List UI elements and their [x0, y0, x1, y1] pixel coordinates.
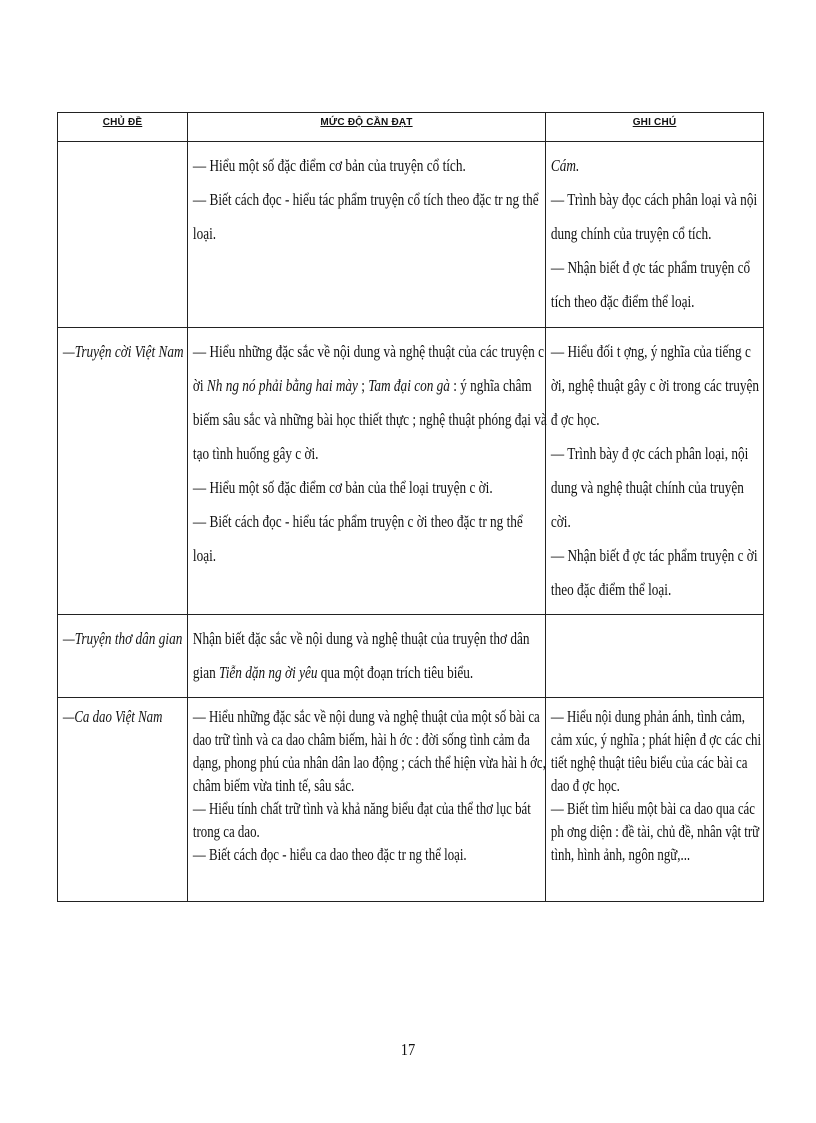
- table-row: [58, 698, 764, 902]
- requirement-item: — Hiểu một số đặc điểm cơ bản của truyện cổ tích.: [192, 156, 466, 175]
- note-item: — Hiểu đối t ợng, ý nghĩa của tiếng c ời, nghệ thuật gây c ời trong các truyện đ ợc học.: [550, 342, 759, 429]
- topic-cell: —Ca dao Việt Nam: [58, 698, 188, 902]
- topic-cell: [58, 142, 188, 328]
- requirement-item: — Hiểu một số đặc điểm cơ bản của thể loại truyện c ời.: [192, 478, 493, 497]
- header-requirements: MỨC ĐỘ CẦN ĐẠT: [188, 113, 546, 142]
- requirements-cell: [188, 142, 546, 328]
- requirement-item: — Biết cách đọc - hiểu ca dao theo đặc tr ng thể loại.: [192, 845, 467, 864]
- requirements-cell: [188, 698, 546, 902]
- note-item: — Hiểu nội dung phản ánh, tình cảm, cảm xúc, ý nghĩa ; phát hiện đ ợc các chi tiết nghệ thuật tiêu biểu của các bài ca dao đ ợc học.: [550, 707, 762, 795]
- note-item: — Nhận biết đ ợc tác phẩm truyện cổ tích theo đặc điểm thể loại.: [550, 258, 751, 311]
- topic-cell: —Truyện thơ dân gian: [58, 615, 188, 698]
- note-item: — Nhận biết đ ợc tác phẩm truyện c ời theo đặc điểm thể loại.: [550, 546, 758, 599]
- page-number: 17: [400, 1040, 416, 1059]
- notes-cell: [546, 328, 764, 615]
- requirements-cell: [188, 615, 546, 698]
- note-item: — Biết tìm hiểu một bài ca dao qua các ph ơng diện : đề tài, chủ đề, nhân vật trữ tình, hình ảnh, ngôn ngữ,...: [550, 799, 760, 864]
- requirement-item: — Biết cách đọc - hiểu tác phẩm truyện c ời theo đặc tr ng thể loại.: [192, 512, 523, 565]
- notes-cell: [546, 698, 764, 902]
- notes-cell: [546, 615, 764, 698]
- table-row: [58, 142, 764, 328]
- requirement-item: — Hiểu tính chất trữ tình và khả năng biểu đạt của thể thơ lục bát trong ca dao.: [192, 799, 531, 841]
- requirement-item: Nhận biết đặc sắc về nội dung và nghệ thuật của truyện thơ dân gian Tiễn dặn ng ời yêu qua một đoạn trích tiêu biểu.: [192, 629, 530, 682]
- note-item: — Trình bày đọc cách phân loại và nội dung chính của truyện cổ tích.: [550, 190, 758, 243]
- note-item: — Trình bày đ ợc cách phân loại, nội dung và nghệ thuật chính của truyện cời.: [550, 444, 749, 531]
- topic-cell: —Truyện cời Việt Nam: [58, 328, 188, 615]
- table-row: [58, 328, 764, 615]
- curriculum-table: [57, 112, 764, 902]
- requirement-item: — Hiểu những đặc sắc về nội dung và nghệ thuật của một số bài ca dao trữ tình và ca dao châm biếm, hài h ớc : đời sống tình cảm đa dạng, phong phú của nhân dân lao động ; cách thể hiện vừa hài h ớc, châm biếm vừa tinh tế, sâu sắc.: [192, 707, 546, 795]
- table-row: [58, 615, 764, 698]
- notes-cell: [546, 142, 764, 328]
- table-header-row: [58, 113, 764, 142]
- requirement-item: — Biết cách đọc - hiểu tác phẩm truyện cổ tích theo đặc tr ng thể loại.: [192, 190, 539, 243]
- header-notes: GHI CHÚ: [546, 113, 764, 142]
- requirements-cell: [188, 328, 546, 615]
- header-topic: CHỦ ĐỀ: [58, 113, 188, 142]
- note-item: Cám.: [550, 156, 580, 175]
- requirement-item: — Hiểu những đặc sắc về nội dung và nghệ thuật của các truyện c ời Nh ng nó phải bằng hai mày ; Tam đại con gà : ý nghĩa châm biếm sâu sắc và những bài học thiết thực ; nghệ thuật phóng đại và tạo tình huống gây c ời.: [192, 342, 547, 463]
